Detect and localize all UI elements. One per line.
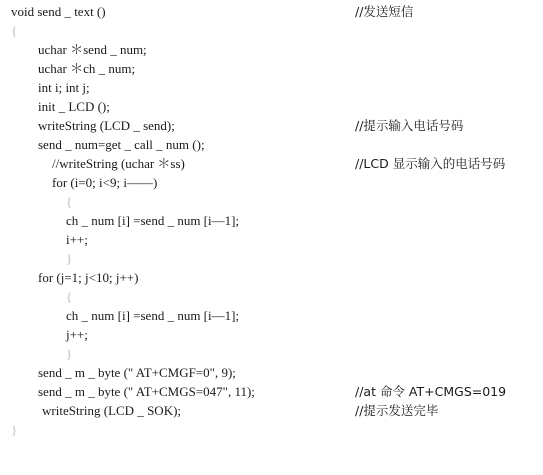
code-line-9 [0, 155, 506, 173]
code-line-13 [0, 231, 88, 249]
code-text: j++; [66, 327, 88, 342]
code-line-8 [0, 136, 205, 154]
code-line-18 [0, 326, 88, 344]
close-brace: } [66, 251, 73, 266]
comment-text: //提示输入电话号码 [355, 118, 464, 133]
code-text: int i; int j; [38, 80, 90, 95]
comment-text: //LCD 显示输入的电话号码 [355, 156, 506, 171]
code-text: i++; [66, 232, 88, 247]
open-brace: { [11, 23, 18, 38]
code-text: ch _ num [i] =send _ num [i—1]; [66, 213, 240, 228]
code-line-21 [0, 383, 507, 401]
code-line-2 [0, 22, 18, 40]
code-line-20 [0, 364, 236, 382]
code-text: for (i=0; i<9; i——) [52, 175, 158, 190]
code-text: ch _ num [i] =send _ num [i—1]; [66, 308, 240, 323]
code-line-4 [0, 60, 136, 78]
code-line-15 [0, 269, 139, 287]
code-text: //writeString (uchar ＊ss) [52, 156, 185, 171]
code-line-14 [0, 250, 73, 268]
code-line-6 [0, 98, 110, 116]
code-line-17 [0, 307, 240, 325]
comment-text: //at 命令 AT+CMGS=019 [355, 384, 507, 399]
comment-text: //提示发送完毕 [355, 403, 439, 418]
code-line-12 [0, 212, 240, 230]
code-text: void send _ text () [11, 4, 106, 19]
code-text: send _ num=get _ call _ num (); [38, 137, 205, 152]
code-line-7 [0, 117, 464, 135]
code-text: uchar ＊send _ num; [38, 42, 147, 57]
code-line-10 [0, 174, 158, 192]
code-text: send _ m _ byte (" AT+CMGS=047", 11); [38, 384, 255, 399]
open-brace: { [66, 289, 73, 304]
code-text: send _ m _ byte (" AT+CMGF=0", 9); [38, 365, 236, 380]
close-brace: } [11, 422, 18, 437]
close-brace: } [66, 346, 73, 361]
code-line-5 [0, 79, 90, 97]
comment-text: //发送短信 [355, 4, 414, 19]
code-line-16 [0, 288, 73, 306]
code-line-3 [0, 41, 147, 59]
code-line-22 [0, 402, 439, 420]
code-text: init _ LCD (); [38, 99, 110, 114]
code-text: for (j=1; j<10; j++) [38, 270, 139, 285]
code-line-11 [0, 193, 73, 211]
code-text: writeString (LCD _ SOK); [42, 403, 182, 418]
code-line-1 [0, 3, 414, 21]
code-line-19 [0, 345, 73, 363]
code-text: writeString (LCD _ send); [38, 118, 175, 133]
code-line-23 [0, 421, 18, 439]
code-text: uchar ＊ch _ num; [38, 61, 136, 76]
open-brace: { [66, 194, 73, 209]
